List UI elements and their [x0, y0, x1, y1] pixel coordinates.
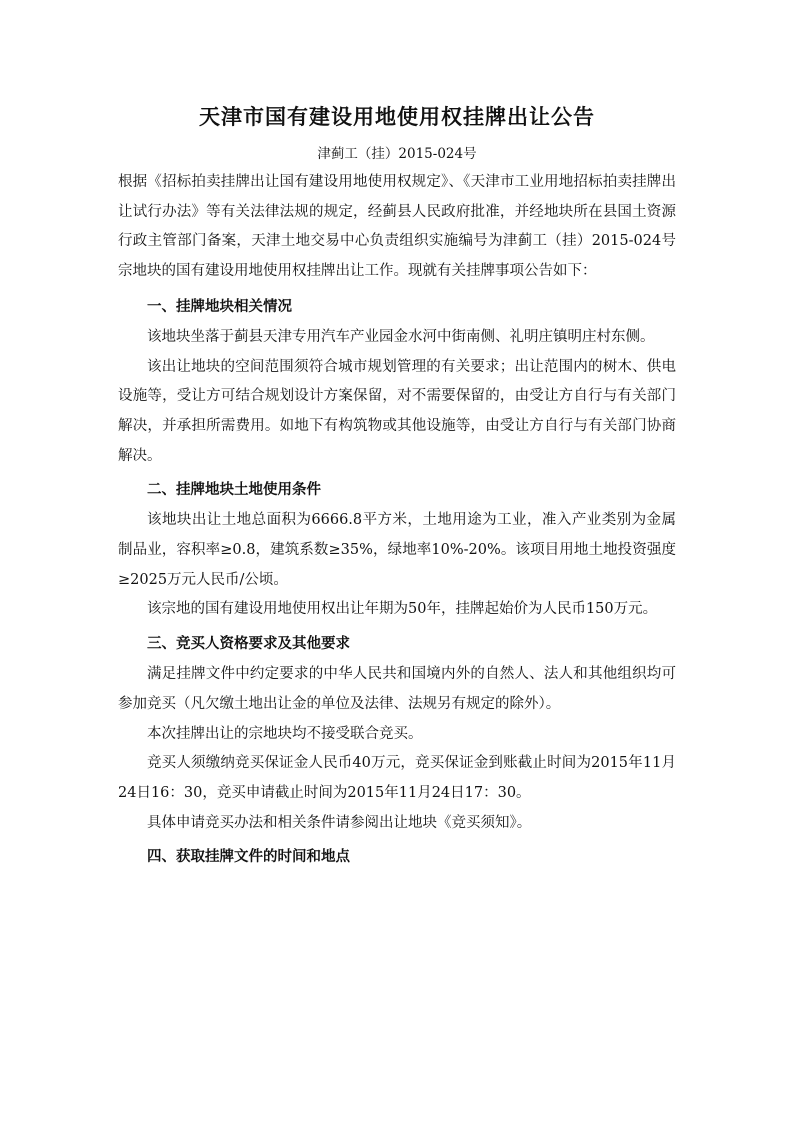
section-2-heading: 二、挂牌地块土地使用条件: [147, 482, 321, 499]
document-title: 天津市国有建设用地使用权挂牌出让公告: [199, 105, 595, 129]
section-1-paragraph-2: 该出让地块的空间范围须符合城市规划管理的有关要求；出让范围内的树木、供电设施等，受让方可结合规划设计方案保留，对不需要保留的，由受让方自行与有关部门解决，并承担所需费用。如地下有构筑物或其他设施等，由受让方自行与有关部门协商解决。: [118, 358, 676, 464]
section-4-heading: 四、获取挂牌文件的时间和地点: [147, 849, 350, 866]
intro-paragraph: 根据《招标拍卖挂牌出让国有建设用地使用权规定》、《天津市工业用地招标拍卖挂牌出让试行办法》等有关法律法规的规定，经蓟县人民政府批准，并经地块所在县国土资源行政主管部门备案，天津土地交易中心负责组织实施编号为津蓟工（挂）2015-024号宗地块的国有建设用地使用权挂牌出让工作。现就有关挂牌事项公告如下：: [118, 174, 676, 280]
section-3-paragraph-2: 本次挂牌出让的宗地块均不接受联合竞买。: [147, 725, 423, 742]
document-number: 津蓟工（挂）2015-024号: [317, 146, 477, 162]
section-2-paragraph-2: 该宗地的国有建设用地使用权出让年期为50年，挂牌起始价为人民币150万元。: [147, 601, 658, 618]
section-3-heading: 三、竞买人资格要求及其他要求: [147, 636, 350, 653]
section-3-paragraph-3: 竞买人须缴纳竞买保证金人民币40万元，竞买保证金到账截止时间为2015年11月24日16：30，竞买申请截止时间为2015年11月24日17：30。: [118, 755, 676, 801]
section-1-paragraph-1: 该地块坐落于蓟县天津专用汽车产业园金水河中街南侧、礼明庄镇明庄村东侧。: [147, 328, 655, 345]
section-2-paragraph-1: 该地块出让土地总面积为6666.8平方米，土地用途为工业，准入产业类别为金属制品业，容积率≥0.8，建筑系数≥35%，绿地率10%-20%。该项目用地土地投资强度≥2025万元人民币/公顷。: [118, 512, 676, 588]
section-1-heading: 一、挂牌地块相关情况: [147, 298, 292, 315]
section-3-paragraph-4: 具体申请竞买办法和相关条件请参阅出让地块《竞买须知》。: [147, 814, 532, 831]
section-3-paragraph-1: 满足挂牌文件中约定要求的中华人民共和国境内外的自然人、法人和其他组织均可参加竞买（凡欠缴土地出让金的单位及法律、法规另有规定的除外）。: [118, 666, 676, 712]
document-body: [118, 168, 676, 873]
